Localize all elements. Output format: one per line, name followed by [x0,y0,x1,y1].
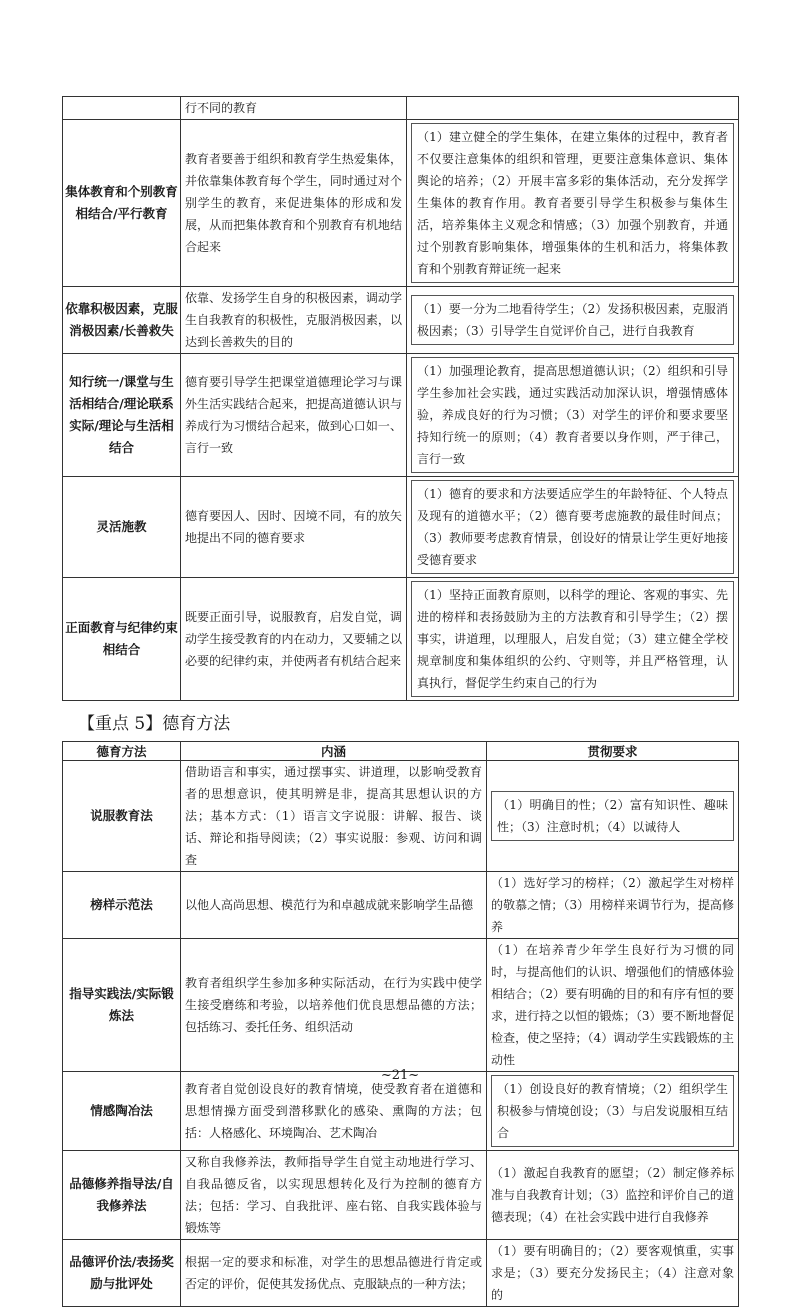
principle-requirement-cell [407,578,739,701]
column-header-method: 德育方法 [63,742,181,761]
method-name: 情感陶冶法 [63,1072,181,1151]
principle-name: 集体教育和个别教育相结合/平行教育 [63,120,181,287]
table-row [63,120,739,287]
principle-requirement-cell [407,287,739,354]
method-requirement: （1）激起自我教育的愿望；（2）制定修养标准与自我教育计划；（3）监控和评价自己的道德表现；（4）在社会实践中进行自我修养 [487,1151,739,1240]
principle-requirement: （1）建立健全的学生集体，在建立集体的过程中，教育者不仅要注意集体的组织和管理，更要注意集体意识、集体舆论的培养；（2）开展丰富多彩的集体活动，充分发挥学生集体的教育作用。教育者要引导学生积极参与集体生活，培养集体主义观念和情感；（3）加强个别教育，并通过个别教育影响集体，增强集体的生机和活力，将集体教育和个别教育辩证统一起来 [411,123,734,283]
principle-content: 依靠、发扬学生自身的积极因素，调动学生自我教育的积极性，克服消极因素，以达到长善救失的目的 [181,287,407,354]
table-row [63,872,739,939]
principle-requirement [407,97,739,120]
method-name: 榜样示范法 [63,872,181,939]
column-header-content: 内涵 [181,742,487,761]
principles-table [62,96,739,701]
principle-requirement-cell [407,120,739,287]
principle-requirement: （1）要一分为二地看待学生；（2）发扬积极因素，克服消极因素；（3）引导学生自觉评价自己，进行自我教育 [411,295,734,345]
method-content: 以他人高尚思想、模范行为和卓越成就来影响学生品德 [181,872,487,939]
method-requirement: （1）要有明确目的；（2）要客观慎重，实事求是；（3）要充分发扬民主；（4）注意对象的 [487,1240,739,1307]
principle-name [63,97,181,120]
principle-content: 德育要因人、因时、因境不同，有的放矢地提出不同的德育要求 [181,477,407,578]
principle-requirement: （1）坚持正面教育原则，以科学的理论、客观的事实、先进的榜样和表扬鼓励为主的方法教育和引导学生；（2）摆事实，讲道理，以理服人，启发自觉；（3）建立健全学校规章制度和集体组织的公约、守则等，并且严格管理，认真执行，督促学生约束自己的行为 [411,581,734,697]
table-header-row [63,742,739,761]
method-requirement-cell [487,1072,739,1151]
column-header-requirement: 贯彻要求 [487,742,739,761]
method-content: 根据一定的要求和标准，对学生的思想品德进行肯定或否定的评价，促使其发扬优点、克服缺点的一种方法； [181,1240,487,1307]
method-requirement: （1）在培养青少年学生良好行为习惯的同时，与提高他们的认识、增强他们的情感体验相结合；（2）要有明确的目的和有序有恒的要求，进行持之以恒的锻炼；（3）要不断地督促检查，使之坚持；（4）调动学生实践锻炼的主动性 [487,939,739,1072]
table-row [63,97,739,120]
method-name: 品德评价法/表扬奖励与批评处 [63,1240,181,1307]
method-requirement-cell [487,761,739,872]
method-content: 教育者组织学生参加多种实际活动，在行为实践中使学生接受磨练和考验，以培养他们优良思想品德的方法；包括练习、委托任务、组织活动 [181,939,487,1072]
principle-requirement-cell [407,354,739,477]
principle-content: 德育要引导学生把课堂道德理论学习与课外生活实践结合起来，把提高道德认识与养成行为习惯结合起来，做到心口如一、言行一致 [181,354,407,477]
method-content: 教育者自觉创设良好的教育情境，使受教育者在道德和思想情操方面受到潜移默化的感染、熏陶的方法；包括：人格感化、环境陶冶、艺术陶冶 [181,1072,487,1151]
table-row [63,1151,739,1240]
table-row [63,1240,739,1307]
methods-table [62,741,739,1307]
principle-content: 教育者要善于组织和教育学生热爱集体，并依靠集体教育每个学生，同时通过对个别学生的教育，来促进集体的形成和发展，从而把集体教育和个别教育有机地结合起来 [181,120,407,287]
method-requirement: （1）明确目的性；（2）富有知识性、趣味性；（3）注意时机；（4）以诚待人 [491,791,734,841]
method-content: 借助语言和事实，通过摆事实、讲道理，以影响受教育者的思想意识，使其明辨是非，提高其思想认识的方法；基本方式：（1）语言文字说服：讲解、报告、谈话、辩论和指导阅读；（2）事实说服：参观、访问和调查 [181,761,487,872]
principle-content: 既要正面引导，说服教育，启发自觉，调动学生接受教育的内在动力，又要辅之以必要的纪律约束，并使两者有机结合起来 [181,578,407,701]
method-name: 指导实践法/实际锻炼法 [63,939,181,1072]
principle-name: 依靠积极因素，克服消极因素/长善救失 [63,287,181,354]
principle-requirement: （1）德育的要求和方法要适应学生的年龄特征、个人特点及现有的道德水平；（2）德育要考虑施教的最佳时间点；（3）教师要考虑教育情景，创设好的情景让学生更好地接受德育要求 [411,480,734,574]
table-row [63,1072,739,1151]
section-heading: 【重点 5】德育方法 [78,714,231,734]
principle-requirement: （1）加强理论教育，提高思想道德认识；（2）组织和引导学生参加社会实践，通过实践活动加深认识，增强情感体验，养成良好的行为习惯；（3）对学生的评价和要求要坚持知行统一的原则；（4）教育者要以身作则，严于律己，言行一致 [411,357,734,473]
table-row [63,578,739,701]
table-row [63,761,739,872]
table-row [63,939,739,1072]
table-row [63,477,739,578]
method-requirement: （1）创设良好的教育情境；（2）组织学生积极参与情境创设；（3）与启发说服相互结合 [491,1075,734,1147]
page-number: ~21~ [380,1068,420,1083]
table-row [63,287,739,354]
principle-name: 知行统一/课堂与生活相结合/理论联系实际/理论与生活相结合 [63,354,181,477]
method-name: 说服教育法 [63,761,181,872]
method-content: 又称自我修养法，教师指导学生自觉主动地进行学习、自我品德反省，以实现思想转化及行为控制的德育方法；包括：学习、自我批评、座右铭、自我实践体验与锻炼等 [181,1151,487,1240]
method-requirement: （1）选好学习的榜样；（2）激起学生对榜样的敬慕之情；（3）用榜样来调节行为，提高修养 [487,872,739,939]
principle-name: 灵活施教 [63,477,181,578]
table-row [63,354,739,477]
principle-name: 正面教育与纪律约束相结合 [63,578,181,701]
principle-content: 行不同的教育 [181,97,407,120]
page-content [62,96,738,1307]
principle-requirement-cell [407,477,739,578]
method-name: 品德修养指导法/自我修养法 [63,1151,181,1240]
